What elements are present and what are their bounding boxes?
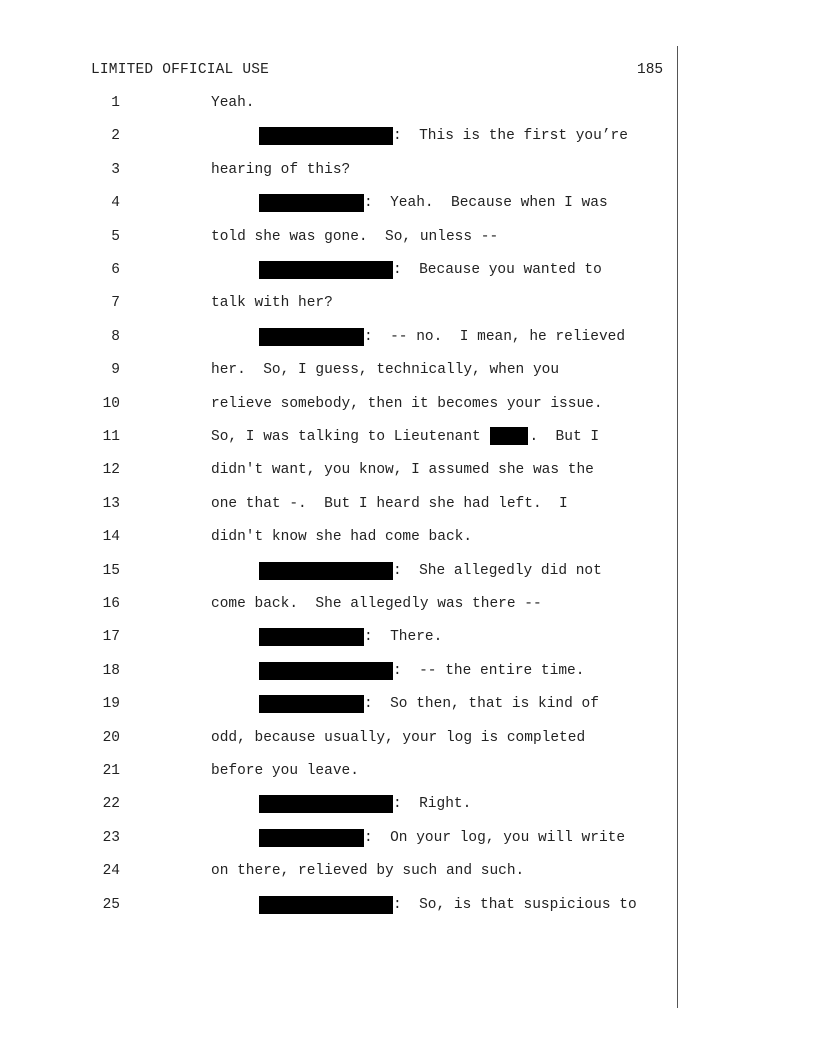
line-text: on there, relieved by such and such. [211,863,525,879]
speaker-turn [259,327,625,347]
line-number: 14 [102,529,120,545]
transcript-line [0,160,680,180]
line-number: 22 [102,796,120,812]
transcript-line [0,260,680,280]
line-text: relieve somebody, then it becomes your issue. [211,396,603,412]
line-text: told she was gone. So, unless -- [211,229,499,245]
speaker-turn [259,694,599,714]
speaker-turn [259,561,602,581]
line-number: 13 [102,496,120,512]
line-text: come back. She allegedly was there -- [211,596,542,612]
line-number: 15 [102,563,120,579]
line-text: : On your log, you will write [364,830,626,846]
line-number: 24 [102,863,120,879]
line-text: : -- the entire time. [393,663,585,679]
line-text: Yeah. [211,95,255,111]
line-number: 6 [111,262,120,278]
line-text: her. So, I guess, technically, when you [211,362,560,378]
transcript-line [0,427,680,447]
line-number: 23 [102,830,120,846]
line-text: So, I was talking to Lieutenant . But I [211,429,600,445]
transcript-line [0,293,680,313]
transcript-line [0,627,680,647]
speaker-turn [259,794,471,814]
line-text: one that -. But I heard she had left. I [211,496,568,512]
line-number: 9 [111,362,120,378]
transcript-line [0,93,680,113]
line-number: 8 [111,329,120,345]
line-text: : So, is that suspicious to [393,897,637,913]
line-number: 1 [111,95,120,111]
line-number: 18 [102,663,120,679]
line-number: 4 [111,195,120,211]
line-text: didn't want, you know, I assumed she was the [211,462,594,478]
line-number: 12 [102,462,120,478]
transcript-line [0,661,680,681]
transcript-line [0,527,680,547]
redacted-speaker-name [259,695,364,713]
redacted-speaker-name [259,127,393,145]
line-text: : -- no. I mean, he relieved [364,329,626,345]
line-number: 20 [102,730,120,746]
redacted-speaker-name [259,194,364,212]
redacted-speaker-name [259,795,393,813]
line-text: : Yeah. Because when I was [364,195,608,211]
redacted-name [490,427,528,445]
line-number: 3 [111,162,120,178]
transcript-line [0,895,680,915]
line-text: : So then, that is kind of [364,696,599,712]
redacted-speaker-name [259,829,364,847]
transcript-line [0,126,680,146]
transcript-line [0,394,680,414]
line-text: didn't know she had come back. [211,529,473,545]
transcript-line [0,694,680,714]
redacted-speaker-name [259,562,393,580]
transcript-line [0,460,680,480]
redacted-speaker-name [259,896,393,914]
transcript-line [0,594,680,614]
line-text: : Because you wanted to [393,262,602,278]
transcript-line [0,360,680,380]
line-text: hearing of this? [211,162,351,178]
line-number: 17 [102,629,120,645]
speaker-turn [259,126,628,146]
speaker-turn [259,627,442,647]
line-number: 21 [102,763,120,779]
speaker-turn [259,661,584,681]
transcript-line [0,828,680,848]
line-text: : This is the first you’re [393,128,628,144]
line-number: 11 [102,429,120,445]
redacted-speaker-name [259,628,364,646]
redacted-speaker-name [259,662,393,680]
transcript-line [0,561,680,581]
line-text: : She allegedly did not [393,563,602,579]
transcript-line [0,761,680,781]
line-number: 16 [102,596,120,612]
classification-marking: LIMITED OFFICIAL USE [91,62,270,78]
line-number: 2 [111,128,120,144]
speaker-turn [259,828,625,848]
transcript-line [0,794,680,814]
speaker-turn [259,193,608,213]
line-number: 19 [102,696,120,712]
transcript-line [0,227,680,247]
transcript-line [0,728,680,748]
line-text: : There. [364,629,443,645]
line-text: talk with her? [211,295,333,311]
line-number: 5 [111,229,120,245]
redacted-speaker-name [259,261,393,279]
transcript-line [0,327,680,347]
speaker-turn [259,260,602,280]
transcript-line [0,861,680,881]
redacted-speaker-name [259,328,364,346]
transcript-line [0,193,680,213]
page-number: 185 [637,62,664,78]
line-number: 25 [102,897,120,913]
line-number: 10 [102,396,120,412]
line-text: odd, because usually, your log is completed [211,730,586,746]
line-text: : Right. [393,796,472,812]
speaker-turn [259,895,637,915]
line-text: before you leave. [211,763,359,779]
line-number: 7 [111,295,120,311]
transcript-line [0,494,680,514]
